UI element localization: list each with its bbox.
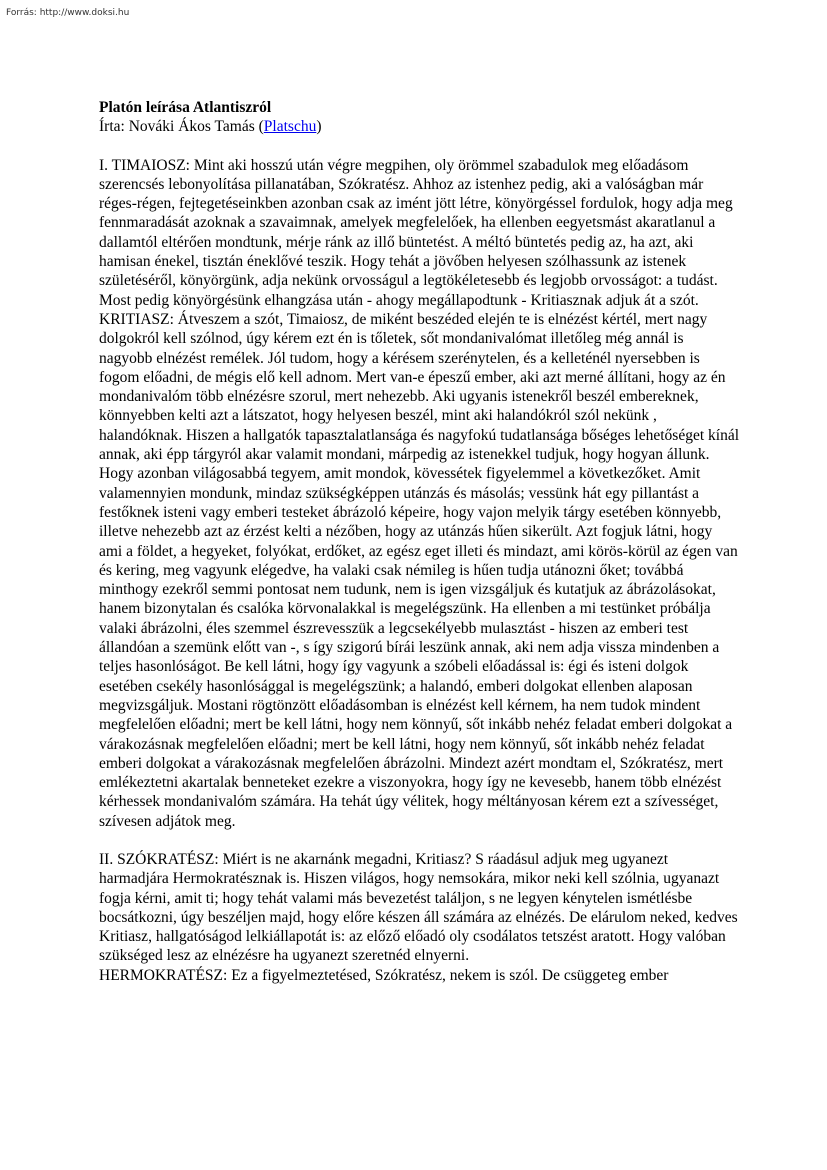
spacer — [99, 137, 739, 156]
paragraph-hermokratesz: HERMOKRATÉSZ: Ez a figyelmeztetésed, Szókratész, nekem is szól. De csüggeteg ember — [99, 966, 669, 984]
source-note: Forrás: http://www.doksi.hu — [6, 8, 130, 18]
author-link[interactable]: Platschu — [263, 118, 317, 136]
paragraph-timaiosz: I. TIMAIOSZ: Mint aki hosszú után végre megpihen, oly örömmel szabadulok meg előadásom szerencsés lebonyolítása pillanatában, Szókratész. Ahhoz az istenhez pedig, aki a valóságban már réges-régen, fejtegetéseinkben azonban csak az imént jött létre, könyörgéssel fordulok, hogy adja meg fennmaradását azoknak a szavaimnak, amelyek megfelelőek, ha ellenben eegyetsmást akaratlanul a dallamtól eltérően mondtunk, mérje ránk az illő büntetést. A méltó büntetés pedig az, ha azt, aki hamisan énekel, tisztán éneklővé teszik. Hogy tehát a jövőben helyesen szólhassunk az istenek születéséről, könyörgünk, adja nekünk orvosságul a legtökéletesebb és legjobb orvosságot: a tudást. Most pedig könyörgésünk elhangzása után - ahogy megállapodtunk - Kritiasznak adjuk át a szót. — [99, 156, 733, 309]
document-title: Platón leírása Atlantiszról — [99, 99, 272, 116]
spacer — [99, 831, 739, 850]
document-body — [99, 98, 739, 985]
author-prefix: Írta: Nováki Ákos Tamás ( — [99, 118, 264, 136]
author-line — [99, 117, 739, 136]
paragraph-szokratesz: II. SZÓKRATÉSZ: Miért is ne akarnánk megadni, Kritiasz? S ráadásul adjuk meg ugyanezt harmadjára Hermokratésznak is. Hiszen világos, hogy nemsokára, mikor neki kell szólnia, ugyanazt fogja kérni, amit ti; hogy tehát valami más bevezetést találjon, s ne legyen kénytelen ismétlésbe bocsátkozni, úgy beszéljen majd, hogy előre készen áll számára az elnézés. De elárulom neked, kedves Kritiasz, hallgatóságod lelkiállapotát is: az előző előadó oly csodálatos tetszést aratott. Hogy valóban szükséged lesz az elnézésre ha ugyanezt szeretnéd elnyerni. — [99, 850, 738, 965]
paragraph-kritiasz-continued: Hogy azonban világosabbá tegyem, amit mondok, kövessétek figyelemmel a következőket. Amit valamennyien mondunk, mindaz szükségképpen utánzás és másolás; vessünk hát egy pillantást a festőknek isteni vagy emberi testeket ábrázoló képeire, hogy vajon melyik tárgy esetében könnyebb, illetve nehezebb azt az érzést kelti a nézőben, hogy az utánzás hűen sikerült. Azt fogjuk látni, hogy ami a földet, a hegyeket, folyókat, erdőket, az egész eget illeti és mindazt, ami körös-körül az égen van és kering, meg vagyunk elégedve, ha valaki csak némileg is hűen tudja utánozni őket; továbbá minthogy ezekről semmi pontosat nem tudunk, nem is igen vizsgáljuk és kutatjuk az ábrázolásokat, hanem bizonytalan és csalóka körvonalakkal is megelégszünk. Ha ellenben a mi testünket próbálja valaki ábrázolni, éles szemmel észrevesszük a legcsekélyebb mulasztást - hiszen az emberi test állandóan a szemünk előtt van -, s így szigorú bírái leszünk annak, aki nem adja vissza mindenben a teljes hasonlóságot. Be kell látni, hogy így vagyunk a szóbeli előadással is: égi és isteni dolgok esetében csekély hasonlósággal is megelégszünk; a halandó, emberi dolgokat ellenben alaposan megvizsgáljuk. Mostani rögtönzött előadásomban is elnézést kell kérnem, ha nem tudok mindent megfelelően előadni; mert be kell látni, hogy nem könnyű, sőt inkább nehéz feladat emberi dolgokat a várakozásnak megfelelően előadni; mert be kell látni, hogy nem könnyű, sőt inkább nehéz feladat emberi dolgokat a várakozásnak megfelelően ábrázolni. Mindezt azért mondtam el, Szókratész, mert emlékeztetni akartalak benneteket ezekre a viszonyokra, hogy így ne kevesebb, hanem több elnézést kérhessek mondanivalóm számára. Ha tehát úgy vélitek, hogy méltányosan kérem ezt a szívességet, szívesen adjátok meg. — [99, 465, 738, 830]
author-suffix: ) — [316, 118, 322, 136]
paragraph-kritiasz: KRITIASZ: Átveszem a szót, Timaiosz, de miként beszéded elején te is elnézést kértél, mert nagy dolgokról kell szólnod, úgy kérem ezt én is tőletek, sőt mondanivalómat illetőleg még annál is nagyobb elnézést remélek. Jól tudom, hogy a kérésem szerénytelen, és a kelleténél nyersebben is fogom előadni, de mégis elő kell adnom. Mert van-e épeszű ember, aki azt merné állítani, hogy az én mondanivalóm több elnézésre szorul, mert nehezebb. Aki ugyanis istenekről beszél embereknek, könnyebben kelti azt a látszatot, hogy helyesen beszél, mint aki halandókról szól nekünk , halandóknak. Hiszen a hallgatók tapasztalatlansága és nagyfokú tudatlansága bőséges lehetőséget kínál annak, aki épp tárgyról akar valamit mondani, márpedig az istenekkel tudjuk, hogy hogyan állunk. — [99, 310, 740, 464]
